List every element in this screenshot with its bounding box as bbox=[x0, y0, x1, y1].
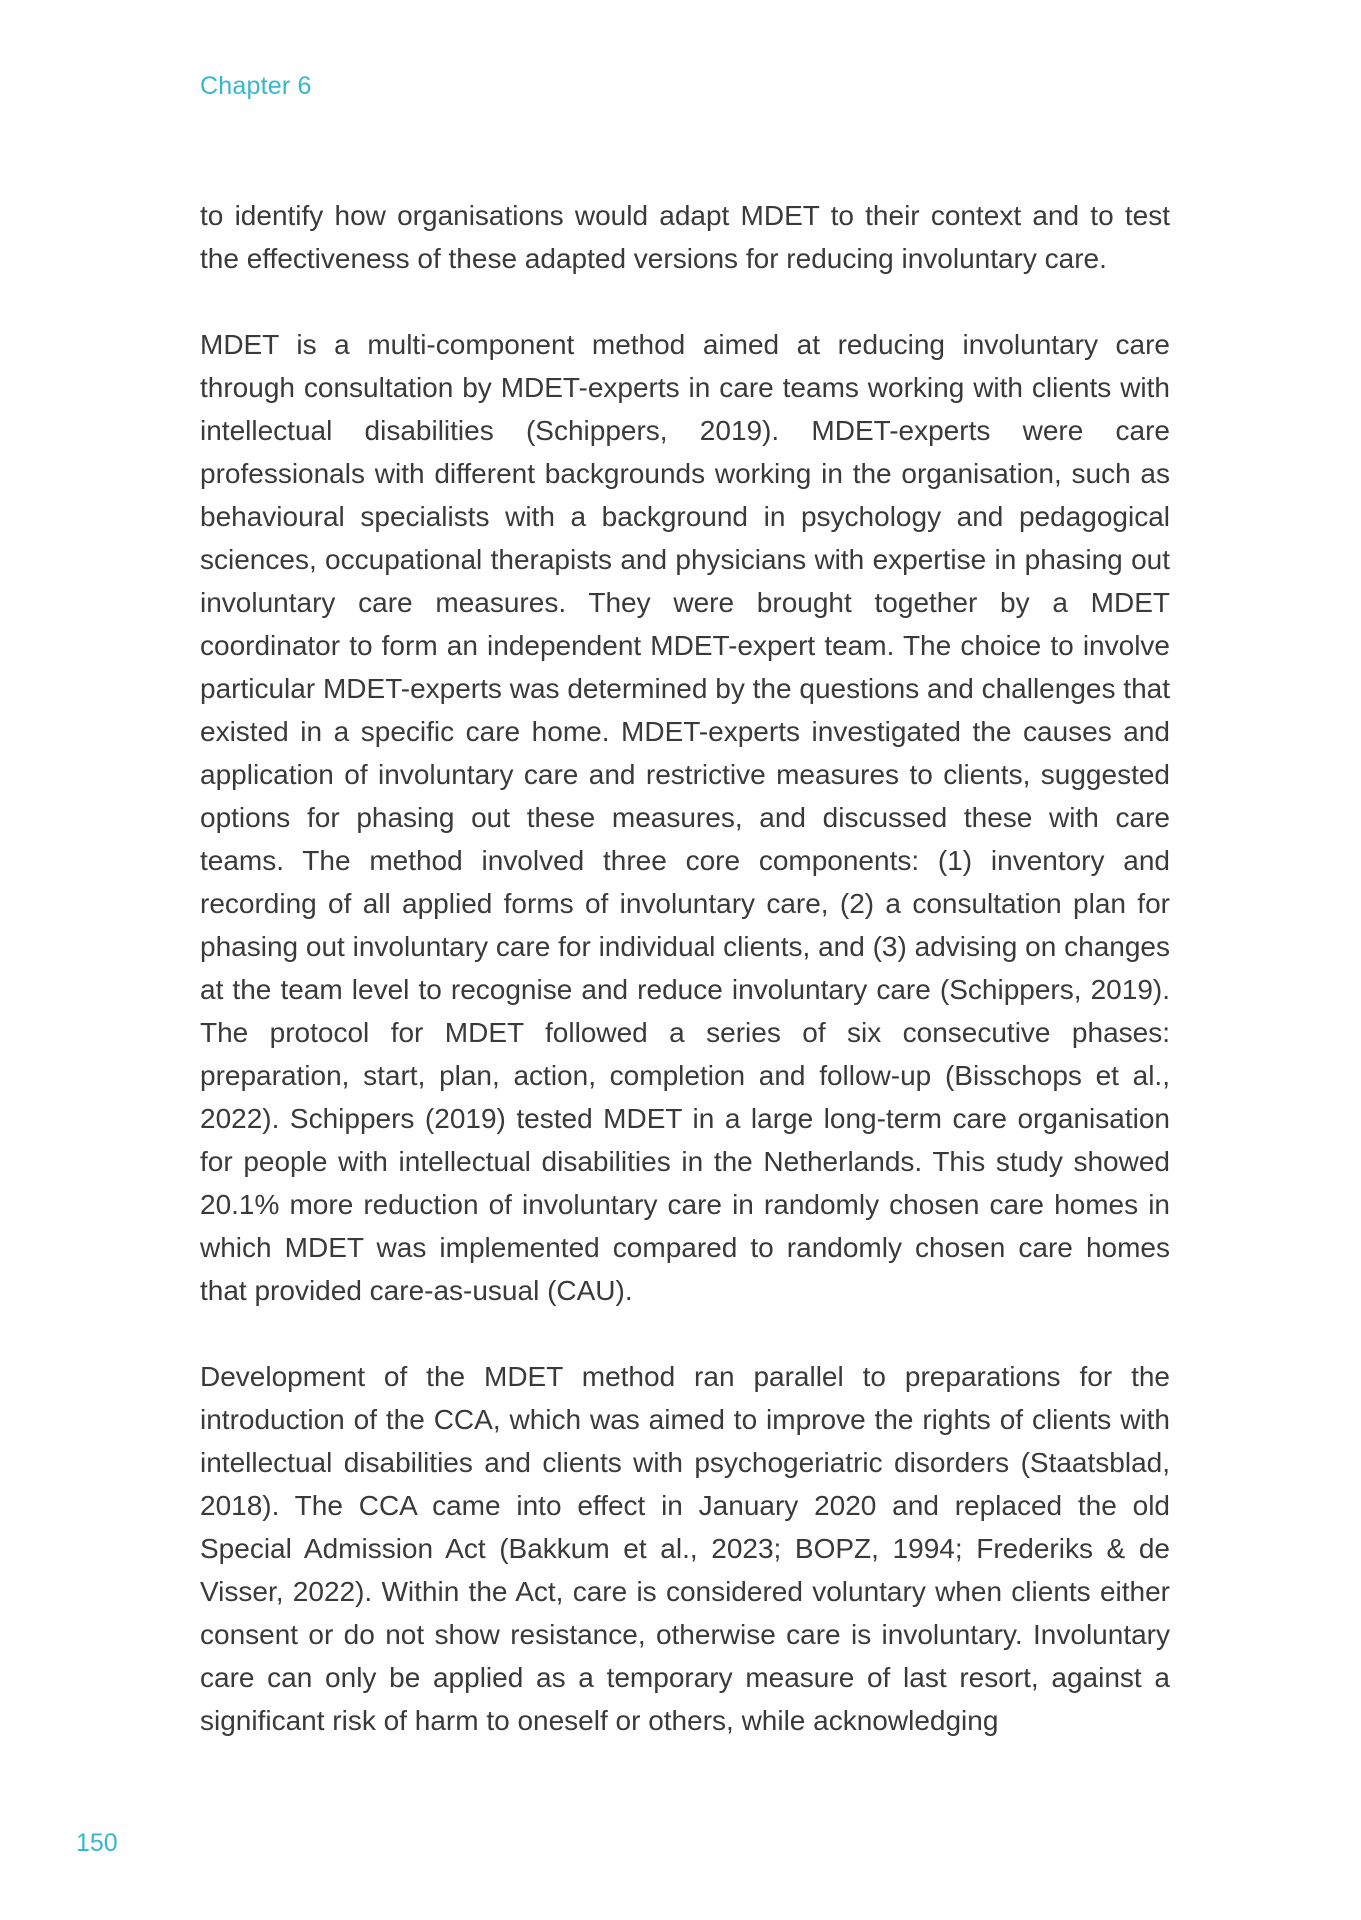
chapter-header: Chapter 6 bbox=[200, 72, 312, 100]
page-number: 150 bbox=[76, 1829, 118, 1857]
paragraph-3: Development of the MDET method ran parallel to preparations for the introduction of the CCA, which was aimed to improve the rights of clients with intellectual disabilities and clients with psychogeriatric disorders (Staatsblad, 2018). The CCA came into effect in January 2020 and replaced the old Special Admission Act (Bakkum et al., 2023; BOPZ, 1994; Frederiks & de Visser, 2022). Within the Act, care is considered voluntary when clients either consent or do not show resistance, otherwise care is involuntary. Involuntary care can only be applied as a temporary measure of last resort, against a significant risk of harm to oneself or others, while acknowledging bbox=[200, 1361, 1170, 1736]
paragraph-2: MDET is a multi-component method aimed at reducing involuntary care through consultation by MDET-experts in care teams working with clients with intellectual disabilities (Schippers, 2019). MDET-experts were care professionals with different backgrounds working in the organisation, such as behavioural specialists with a background in psychology and pedagogical sciences, occupational therapists and physicians with expertise in phasing out involuntary care measures. They were brought together by a MDET coordinator to form an independent MDET-expert team. The choice to involve particular MDET-experts was determined by the questions and challenges that existed in a specific care home. MDET-experts investigated the causes and application of involuntary care and restrictive measures to clients, suggested options for phasing out these measures, and discussed these with care teams. The method involved three core components: (1) inventory and recording of all applied forms of involuntary care, (2) a consultation plan for phasing out involuntary care for individual clients, and (3) advising on changes at the team level to recognise and reduce involuntary care (Schippers, 2019). The protocol for MDET followed a series of six consecutive phases: preparation, start, plan, action, completion and follow-up (Bisschops et al., 2022). Schippers (2019) tested MDET in a large long-term care organisation for people with intellectual disabilities in the Netherlands. This study showed 20.1% more reduction of involuntary care in randomly chosen care homes in which MDET was implemented compared to randomly chosen care homes that provided care-as-usual (CAU). bbox=[200, 329, 1170, 1306]
body-text bbox=[200, 194, 1170, 1742]
paragraph-1: to identify how organisations would adapt MDET to their context and to test the effectiveness of these adapted versions for reducing involuntary care. bbox=[200, 200, 1170, 274]
